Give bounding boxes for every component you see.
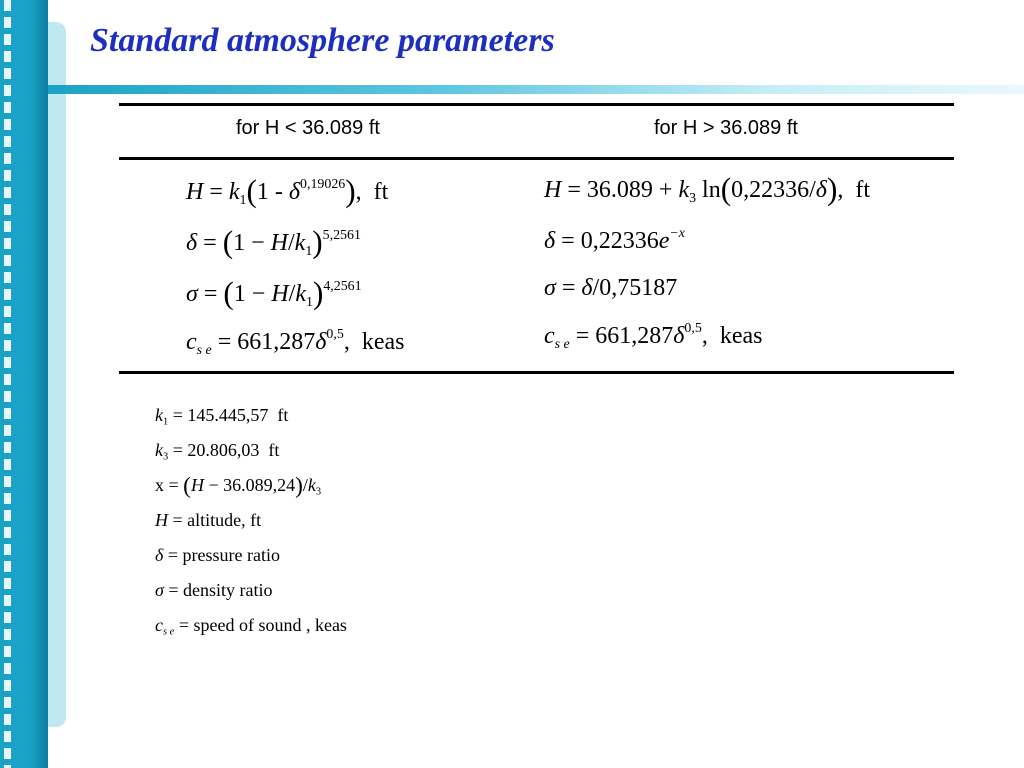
slide-title: Standard atmosphere parameters: [90, 22, 555, 59]
formula-pressure-ratio-high: $\delta = 0,22336e^{-x}$: [544, 225, 685, 254]
formula-altitude-low: $H = k_1(1 - \delta^{0,19026})$, ft: [186, 173, 389, 209]
strip-dash-pattern: [4, 0, 11, 768]
formula-altitude-high: $H = 36.089 + k_3$ ln(0,22336/δ), ft: [544, 171, 870, 207]
formula-speed-of-sound-low: $c_{s e} = 661,287\delta^{0,5}$, keas: [186, 326, 405, 358]
column-header-high: for H > 36.089 ft: [654, 117, 798, 139]
table-header-rule: [119, 157, 954, 160]
side-panel: [48, 22, 66, 727]
formula-density-ratio-low: $\sigma = (1 - H/k_1)^{4,2561}$: [186, 275, 362, 311]
formula-pressure-ratio-low: $\delta = (1 - H/k_1)^{5,2561}$: [186, 224, 361, 260]
strip-shade: [30, 0, 48, 768]
formula-speed-of-sound-high: $c_{s e} = 661,287\delta^{0,5}$, keas: [544, 320, 763, 352]
table-bottom-rule: [119, 371, 954, 374]
column-header-low: for H < 36.089 ft: [236, 117, 380, 139]
definition-k1: $k_1 = 145.445,57$ ft: [155, 405, 289, 428]
definition-k3: $k_3 = 20.806,03$ ft: [155, 440, 280, 463]
table-top-rule: [119, 103, 954, 106]
definition-density-ratio: σ = density ratio: [155, 580, 273, 600]
definition-x: $x = (H - 36.089,24)/k_3$: [155, 472, 322, 499]
formula-density-ratio-high: σ = δ/0,75187: [544, 275, 678, 301]
definition-pressure-ratio: δ = pressure ratio: [155, 545, 280, 565]
definition-altitude: H = altitude, ft: [155, 510, 262, 530]
definition-speed-of-sound: $c_{s e}$ = speed of sound , keas: [155, 615, 347, 638]
title-underline-bar: [48, 85, 1024, 94]
